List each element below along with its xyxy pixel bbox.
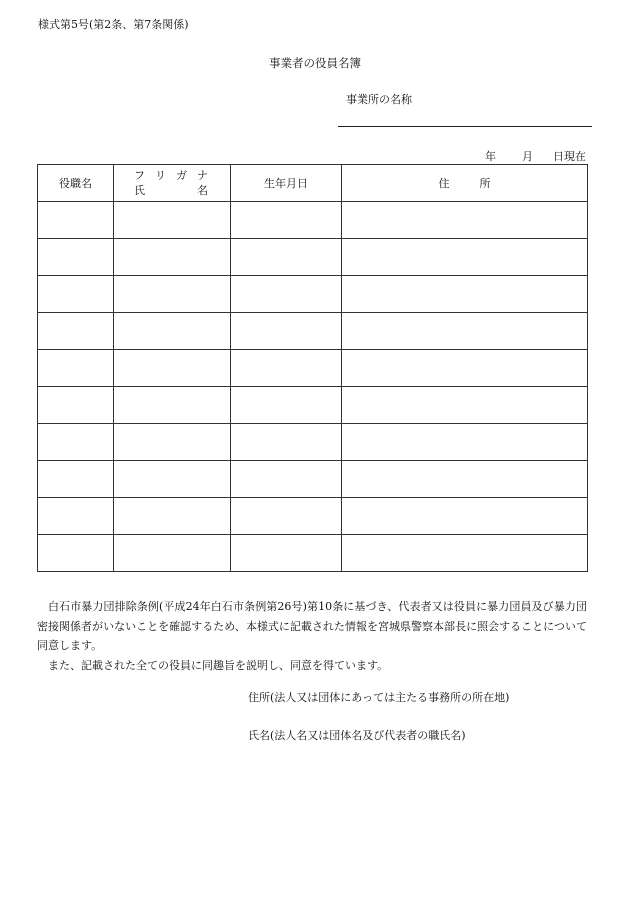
cell-birthdate[interactable]: [231, 498, 342, 535]
cell-birthdate[interactable]: [231, 239, 342, 276]
cell-name[interactable]: [114, 498, 231, 535]
address-char: 住: [438, 177, 450, 190]
cell-address[interactable]: [342, 498, 588, 535]
cell-birthdate[interactable]: [231, 313, 342, 350]
table-row: [38, 461, 588, 498]
table-header-row: [38, 165, 588, 202]
name-char: 名: [197, 184, 208, 197]
organization-name-label: 事業所の名称: [346, 93, 412, 106]
date-month-label: 月: [522, 150, 533, 163]
date-line: [485, 148, 586, 164]
furigana-char: ナ: [197, 169, 208, 182]
cell-birthdate[interactable]: [231, 202, 342, 239]
cell-role[interactable]: [38, 313, 114, 350]
form-number: 様式第5号(第2条、第7条関係): [38, 18, 189, 31]
header-name: [114, 165, 231, 202]
consent-paragraph-1: 白石市暴力団排除条例(平成24年白石市条例第26号)第10条に基づき、代表者又は役員に暴力団員及び暴力団密接関係者がいないことを確認するため、本様式に記載された情報を宮城県警察本部長に照会することについて同意します。: [37, 600, 587, 652]
cell-address[interactable]: [342, 276, 588, 313]
header-role: 役職名: [38, 165, 114, 202]
name-char: 氏: [134, 184, 145, 197]
header-name-label: [114, 183, 230, 198]
cell-name[interactable]: [114, 202, 231, 239]
cell-name[interactable]: [114, 535, 231, 572]
cell-address[interactable]: [342, 461, 588, 498]
table-row: [38, 313, 588, 350]
cell-birthdate[interactable]: [231, 424, 342, 461]
cell-name[interactable]: [114, 461, 231, 498]
furigana-char: ガ: [176, 169, 187, 182]
consent-statement: [37, 597, 587, 675]
cell-birthdate[interactable]: [231, 461, 342, 498]
consent-paragraph-2: また、記載された全ての役員に同趣旨を説明し、同意を得ています。: [48, 658, 389, 672]
signature-address-label: 住所(法人又は団体にあっては主たる事務所の所在地): [248, 691, 510, 704]
cell-role[interactable]: [38, 387, 114, 424]
cell-name[interactable]: [114, 387, 231, 424]
cell-address[interactable]: [342, 535, 588, 572]
cell-address[interactable]: [342, 424, 588, 461]
date-day-current-label: 日現在: [553, 150, 586, 163]
cell-role[interactable]: [38, 498, 114, 535]
header-address: [342, 165, 588, 202]
cell-role[interactable]: [38, 424, 114, 461]
cell-name[interactable]: [114, 276, 231, 313]
table-row: [38, 424, 588, 461]
cell-role[interactable]: [38, 350, 114, 387]
table-row: [38, 239, 588, 276]
cell-address[interactable]: [342, 350, 588, 387]
table-row: [38, 202, 588, 239]
cell-address[interactable]: [342, 202, 588, 239]
signature-name-label: 氏名(法人名又は団体名及び代表者の職氏名): [248, 729, 466, 742]
table-row: [38, 350, 588, 387]
header-furigana: [114, 168, 230, 183]
table-row: [38, 387, 588, 424]
officer-roster-table: [37, 164, 588, 572]
cell-role[interactable]: [38, 239, 114, 276]
document-title: 事業者の役員名簿: [269, 56, 361, 70]
date-year-label: 年: [485, 150, 496, 163]
cell-address[interactable]: [342, 239, 588, 276]
table-row: [38, 276, 588, 313]
cell-address[interactable]: [342, 387, 588, 424]
cell-name[interactable]: [114, 350, 231, 387]
cell-role[interactable]: [38, 461, 114, 498]
cell-role[interactable]: [38, 276, 114, 313]
table-row: [38, 498, 588, 535]
cell-birthdate[interactable]: [231, 535, 342, 572]
cell-role[interactable]: [38, 535, 114, 572]
table-row: [38, 535, 588, 572]
cell-role[interactable]: [38, 202, 114, 239]
cell-name[interactable]: [114, 313, 231, 350]
cell-name[interactable]: [114, 424, 231, 461]
cell-address[interactable]: [342, 313, 588, 350]
address-char: 所: [479, 177, 491, 190]
cell-birthdate[interactable]: [231, 276, 342, 313]
furigana-char: リ: [155, 169, 166, 182]
header-birthdate: 生年月日: [231, 165, 342, 202]
cell-name[interactable]: [114, 239, 231, 276]
organization-name-field[interactable]: [338, 126, 592, 127]
cell-birthdate[interactable]: [231, 387, 342, 424]
cell-birthdate[interactable]: [231, 350, 342, 387]
furigana-char: フ: [134, 169, 145, 182]
